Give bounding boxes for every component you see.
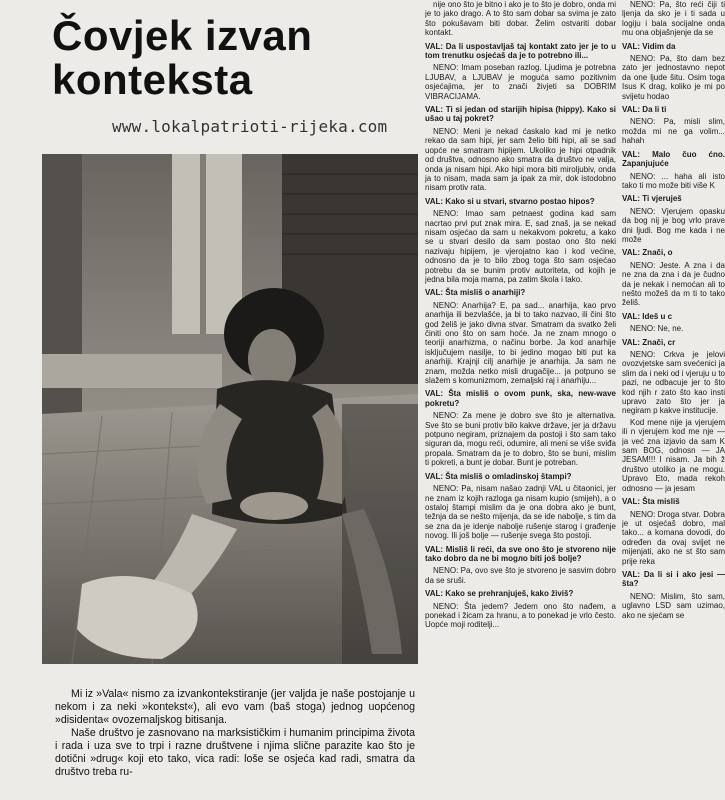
interview-answer: NENO: Vjerujem opasku da bog nij je bog vrlo prave dni ljudi. Bog me kada i ne može (622, 206, 725, 244)
interview-question: VAL: Kako si u stvari, stvarno postao hipos? (425, 196, 595, 206)
interview-question: VAL: Šta misliš o omladinskoj štampi? (425, 471, 572, 481)
interview-question: VAL: Znači, o (622, 248, 673, 258)
interview-question: VAL: Ti vjeruješ (622, 194, 682, 204)
interview-question: VAL: Šta misliš o anarhiji? (425, 288, 526, 298)
interview-answer: NENO: Šta jedem? Jedem ono što nađem, a ponekad i žicam za hranu, a to ponekad je vrlo često. Uopće moji roditelji... (425, 601, 616, 630)
interview-answer: NENO: Mislim, što sam, uglavno LSD sam uzimao, ako ne sjećam se (622, 591, 725, 620)
article-title (52, 14, 352, 102)
interview-question: VAL: Da li ti (622, 105, 667, 115)
interview-question: VAL: Misliš li reći, da sve ono što je stvoreno nije tako dobro da ne bi mogло biti još bolje? (425, 544, 616, 563)
interview-answer: NENO: Imao sam petnaest godina kad sam nacrtao prvi put znak mira. E, sad znaš, ja se nekad nisam osjećao da sam u nekakvom pokretu, a kako se u stvari desilo da sam postao ono što neki nazivaju hipijem, je vjerojatno kao i kod većine, odnosno da je to bilo zbog toga što sam osjećao potrebu da se bunim protiv autoriteta, od kojih je jedna bila moja mama, pa zatim škola i tako. (425, 209, 616, 284)
interview-answer: NENO: Ne, ne. (630, 324, 684, 334)
interview-question: VAL: Da li uspostavljaš taj kontakt zato jer je to u tom trenutku osjećaš da je to potrebno ili... (425, 41, 616, 61)
interview-answer: NENO: Anarhija? E, pa sad... anarhija, kao prvo anarhija ili bezvlašće, ja bi to tako nazvao, ili čini što god želiš je jako divna stvar. Smatram da svatko želi činiti ono što on sam hoće. Ja ne znam mnogo o teoriji anarhizma, o načinu borbe. Ja kod anarhije isključujem nasilje, to bi jedino mogao biti put ka anarhiji. Krajnji cilj anarhije je anarhija. Ja sam ne znam, možda netko misli drugačije... ja potpuno se slažem s komunizmom, zemaljski raj i anarhiju... (425, 300, 616, 386)
interview-answer: NENO: Pa, ovo sve što je stvoreno je sasvim dobro da se sruši. (425, 566, 616, 585)
interview-answer: NENO: Pa, nisam našao zadnji VAL u čitaonici, jer ne znam iz kojih razloga ga nisam kupio (smijeh), a o ostaloj štampi mislim da je ona dobra ako je bunt, težnja da se nešto mijenja, da se ide naboljе, s tim da se zna da je idenje nabolje rušenje starog i građenje novog. Ili još bolje — rušenje svega što postoji. (425, 484, 616, 541)
interview-question: VAL: Ideš u c (622, 311, 673, 321)
article-intro (55, 688, 415, 779)
interview-answer: NENO: Droga stvar. Dobra je ut osjećaš dobro, mal tako... a komana dovodi, do određen da ovaj svijet ne mijenjati, ako ne st što sam prije reka (622, 509, 725, 566)
interview-question: VAL: Da li si i ako jesi — šta? (622, 569, 725, 589)
interview-question: VAL: Ti si jedan od starijih hipisa (hippy). Kako si ušao u taj pokret? (425, 105, 616, 124)
interview-question: VAL: Šta misliš (622, 497, 680, 507)
article-title-line-2: konteksta (52, 56, 253, 103)
interview-answer: NENO: Imam poseban razlog. Ljudima je potrebna LJUBAV, a LJUBAV je moguća samo pozitivnim osjećajima, jer to znači živjeti sa DOBRIM VIBRACIJAMA. (425, 63, 616, 101)
interview-question: VAL: Znači, cr (622, 337, 676, 347)
interview-question: VAL: Kako se prehranjuješ, kako živiš? (425, 589, 574, 599)
interview-column-2 (622, 0, 725, 800)
interview-question: VAL: Malo čuo ćno. Zapanjujuće (622, 149, 725, 169)
photo-illustration (42, 154, 418, 664)
article-photo (42, 154, 418, 664)
article-title-line-1: Čovjek izvan (52, 12, 313, 59)
interview-answer: NENO: Crkva je jelovi ovozvjetske sam svećenici ja slim da i neki od i vjeruju u to pazi, ne odbacuje jer to što kod njih r zato što kao insti upravo zato što jer ja negiram p kakve institucije. (622, 350, 725, 416)
interview-answer: NENO: Pa, što dam bez zato jer jednostavno nepot da one ljude šitu. Osim toga Isus K drag, koliko je mi po svijetu hodao (622, 54, 725, 101)
interview-answer: nije ono što je bitno i ako je to što je dobro, onda mi je to jako drago. A to što sam dobar sa svima je zato što pokušavam biti dobar. Želim ostvariti dobar kontakt. (425, 0, 616, 38)
interview-answer: NENO: Jeste. A zna i da ne zna da zna i da je čudno da je nekak i nemoćan ali to nešto možeš da m ti to tako želiš. (622, 260, 725, 308)
intro-paragraph: Mi iz »Vala« nismo za izvankontekstiranje (jer valjda je naše postojanje u nekom i za neki »kontekst«), ali evo vam (baš stoga) jednog uopćenog »disidenta« ovozemaljskog bitisanja. (55, 688, 415, 726)
interview-answer: NENO: Za mene je dobro sve što je alternativa. Sve što se buni protiv bilo kakve države, jer ja državu potpuno negiram, priznajem da postoji i što sam tako siguran da, mogu reći, odumire, ali meni se više sviđa propala. Smatram da je to dobro, što se buni, mislim ti pokreti, a bunt je dobar. Bunt je potreban. (425, 411, 616, 468)
interview-answer: NENO: Pa, misli slim, možda mi ne ga volim... hahah (622, 117, 725, 146)
intro-paragraph: Naše društvo je zasnovano na marksističkim i humanim principima života i rada i uza sve to trpi i razne društvene i njima slične parazite kao što je dotični »drug« koji eto tako, vica radi: loše se osjeća kad radi, smatra da društvo treba ru- (55, 727, 415, 778)
watermark-url: www.lokalpatrioti-rijeka.com (112, 117, 388, 136)
interview-answer: NENO: Pa, što reći čiji ti ljenja da sko je i ti sada u logiju i bala socijalne onda mu ona objašnjenje da se (622, 0, 725, 38)
interview-answer: Kod mene nije ja vjerujem ili n vjerujem kod me nje — ja već zna izjavio da sam K sam BOG, odnosn — JA JESAM!!! I nisam. Ja bih ž društvo utoliko ja ne mogu. Upravo Eto, mada rekoh odnosno — ja jesam (622, 417, 725, 493)
interview-column-1 (425, 0, 616, 800)
interview-question: VAL: Vidim da (622, 41, 676, 51)
interview-question: VAL: Šta misliš o ovom punk, ska, new-wave pokretu? (425, 389, 616, 408)
interview-answer: NENO: Meni je nekad ćaskalo kad mi je netko rekao da sam hipi, jer sam želio biti hipi, ali se sad uopće ne smatram hipijem. Ukoliko je hipi otpadnik od društva, odnosno ako smatra da društvo ne valja, onda ja nisam hipi. Ako hipi mora biti miroljubiv, onda ja to nisam, mada sam ja ipak za mir, dok istodobno nisam protiv rata. (425, 126, 616, 193)
interview-answer: NENO: ... haha ali isto tako ti mo može biti više K (622, 171, 725, 190)
